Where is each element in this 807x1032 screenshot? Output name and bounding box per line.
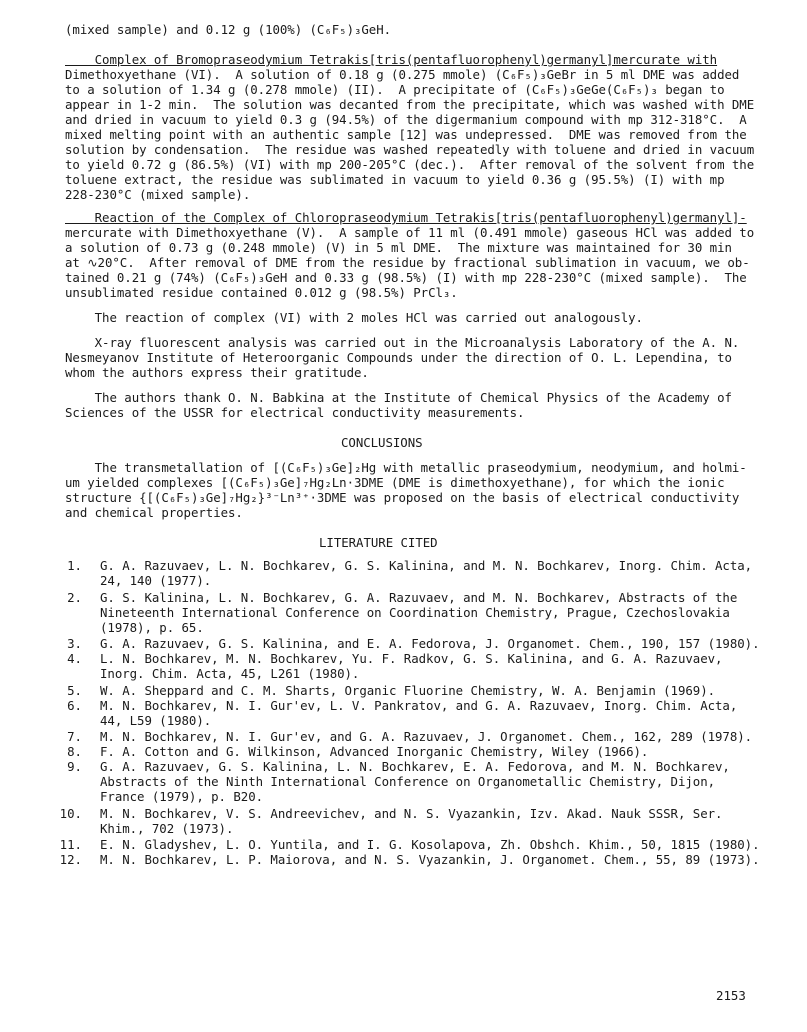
reference-line: Inorg. Chim. Acta, 45, L261 (1980).	[100, 666, 360, 681]
text-line: The reaction of complex (VI) with 2 moles HCl was carried out analogously.	[65, 310, 643, 325]
reference-line: L. N. Bochkarev, M. N. Bochkarev, Yu. F. Radkov, G. S. Kalinina, and G. A. Razuvaev,	[100, 651, 723, 666]
text-line: mixed melting point with an authentic sample [12] was undepressed. DME was removed from the	[65, 127, 747, 142]
page-number: 2153	[716, 988, 746, 1003]
reference-number: 8.	[67, 744, 82, 759]
reference-line: Khim., 702 (1973).	[100, 821, 234, 836]
reference-line: M. N. Bochkarev, N. I. Gur'ev, and G. A. Razuvaev, J. Organomet. Chem., 162, 289 (1978).	[100, 729, 753, 744]
reference-number: 4.	[67, 651, 82, 666]
reference-number: 11.	[59, 837, 82, 852]
text-line: tained 0.21 g (74%) (C₆F₅)₃GeH and 0.33 g (98.5%) (I) with mp 228-230°C (mixed sample). The	[65, 270, 747, 285]
text-line: The authors thank O. N. Babkina at the Institute of Chemical Physics of the Academy of	[65, 390, 732, 405]
reference-number: 12.	[59, 852, 82, 867]
text-line: mercurate with Dimethoxyethane (V). A sample of 11 ml (0.491 mmole) gaseous HCl was added to	[65, 225, 755, 240]
text-line: (mixed sample) and 0.12 g (100%) (C₆F₅)₃GeH.	[65, 22, 392, 37]
reference-line: 44, L59 (1980).	[100, 713, 212, 728]
reference-line: M. N. Bochkarev, N. I. Gur'ev, L. V. Pankratov, and G. A. Razuvaev, Inorg. Chim. Acta,	[100, 698, 738, 713]
literature-cited-heading: LITERATURE CITED	[319, 535, 438, 550]
reference-number: 10.	[59, 806, 82, 821]
text-line: Sciences of the USSR for electrical conductivity measurements.	[65, 405, 525, 420]
reference-number: 9.	[67, 759, 82, 774]
section-heading-complex-vi: Complex of Bromopraseodymium Tetrakis[tris(pentafluorophenyl)germanyl]mercurate with	[65, 52, 718, 67]
reference-number: 1.	[67, 558, 82, 573]
reference-number: 7.	[67, 729, 82, 744]
text-line: and chemical properties.	[65, 505, 243, 520]
reference-line: G. A. Razuvaev, G. S. Kalinina, L. N. Bochkarev, E. A. Fedorova, and M. N. Bochkarev,	[100, 759, 730, 774]
text-line: solution by condensation. The residue was washed repeatedly with toluene and dried in vacuum	[65, 142, 755, 157]
reference-line: 24, 140 (1977).	[100, 573, 212, 588]
reference-number: 6.	[67, 698, 82, 713]
reference-line: Abstracts of the Ninth International Conference on Organometallic Chemistry, Dijon,	[100, 774, 716, 789]
text-line: appear in 1-2 min. The solution was decanted from the precipitate, which was washed with DME	[65, 97, 755, 112]
reference-line: G. A. Razuvaev, L. N. Bochkarev, G. S. Kalinina, and M. N. Bochkarev, Inorg. Chim. Acta,	[100, 558, 753, 573]
reference-line: M. N. Bochkarev, L. P. Maiorova, and N. S. Vyazankin, J. Organomet. Chem., 55, 89 (1973).	[100, 852, 760, 867]
text-line: toluene extract, the residue was sublimated in vacuum to yield 0.36 g (95.5%) (I) with mp	[65, 172, 725, 187]
text-line: X-ray fluorescent analysis was carried out in the Microanalysis Laboratory of the A. N.	[65, 335, 740, 350]
text-line: a solution of 0.73 g (0.248 mmole) (V) in 5 ml DME. The mixture was maintained for 30 min	[65, 240, 732, 255]
reference-line: E. N. Gladyshev, L. O. Yuntila, and I. G. Kosolapova, Zh. Obshch. Khim., 50, 1815 (1980).	[100, 837, 760, 852]
text-line: to yield 0.72 g (86.5%) (VI) with mp 200-205°C (dec.). After removal of the solvent from the	[65, 157, 755, 172]
reference-line: Nineteenth International Conference on Coordination Chemistry, Prague, Czechoslovakia	[100, 605, 730, 620]
conclusions-heading: CONCLUSIONS	[341, 435, 423, 450]
text-line: The transmetallation of [(C₆F₅)₃Ge]₂Hg with metallic praseodymium, neodymium, and holmi-	[65, 460, 747, 475]
reference-line: M. N. Bochkarev, V. S. Andreevichev, and N. S. Vyazankin, Izv. Akad. Nauk SSSR, Ser.	[100, 806, 723, 821]
text-line: um yielded complexes [(C₆F₅)₃Ge]₇Hg₂Ln·3DME (DME is dimethoxyethane), for which the ionic	[65, 475, 725, 490]
reference-line: F. A. Cotton and G. Wilkinson, Advanced Inorganic Chemistry, Wiley (1966).	[100, 744, 649, 759]
reference-line: G. A. Razuvaev, G. S. Kalinina, and E. A. Fedorova, J. Organomet. Chem., 190, 157 (1980).	[100, 636, 760, 651]
reference-line: W. A. Sheppard and C. M. Sharts, Organic Fluorine Chemistry, W. A. Benjamin (1969).	[100, 683, 716, 698]
text-line: whom the authors express their gratitude.	[65, 365, 369, 380]
reference-number: 2.	[67, 590, 82, 605]
text-line: and dried in vacuum to yield 0.3 g (94.5%) of the digermanium compound with mp 312-318°C. A	[65, 112, 747, 127]
text-line: Dimethoxyethane (VI). A solution of 0.18 g (0.275 mmole) (C₆F₅)₃GeBr in 5 ml DME was added	[65, 67, 740, 82]
reference-line: France (1979), p. B20.	[100, 789, 264, 804]
reference-line: G. S. Kalinina, L. N. Bochkarev, G. A. Razuvaev, and M. N. Bochkarev, Abstracts of the	[100, 590, 738, 605]
text-line: to a solution of 1.34 g (0.278 mmole) (II). A precipitate of (C₆F₅)₃GeGe(C₆F₅)₃ began to	[65, 82, 725, 97]
text-line: at ∿20°C. After removal of DME from the residue by fractional sublimation in vacuum, we ob-	[65, 255, 750, 270]
text-line: 228-230°C (mixed sample).	[65, 187, 251, 202]
section-heading-reaction-v: Reaction of the Complex of Chloropraseodymium Tetrakis[tris(pentafluorophenyl)germanyl]-	[65, 210, 747, 225]
text-line: Nesmeyanov Institute of Heteroorganic Compounds under the direction of O. L. Lependina, to	[65, 350, 732, 365]
text-line: unsublimated residue contained 0.012 g (98.5%) PrCl₃.	[65, 285, 458, 300]
reference-number: 3.	[67, 636, 82, 651]
reference-line: (1978), p. 65.	[100, 620, 204, 635]
text-line: structure {[(C₆F₅)₃Ge]₇Hg₂}³⁻Ln³⁺·3DME was proposed on the basis of electrical conductivity	[65, 490, 740, 505]
reference-number: 5.	[67, 683, 82, 698]
